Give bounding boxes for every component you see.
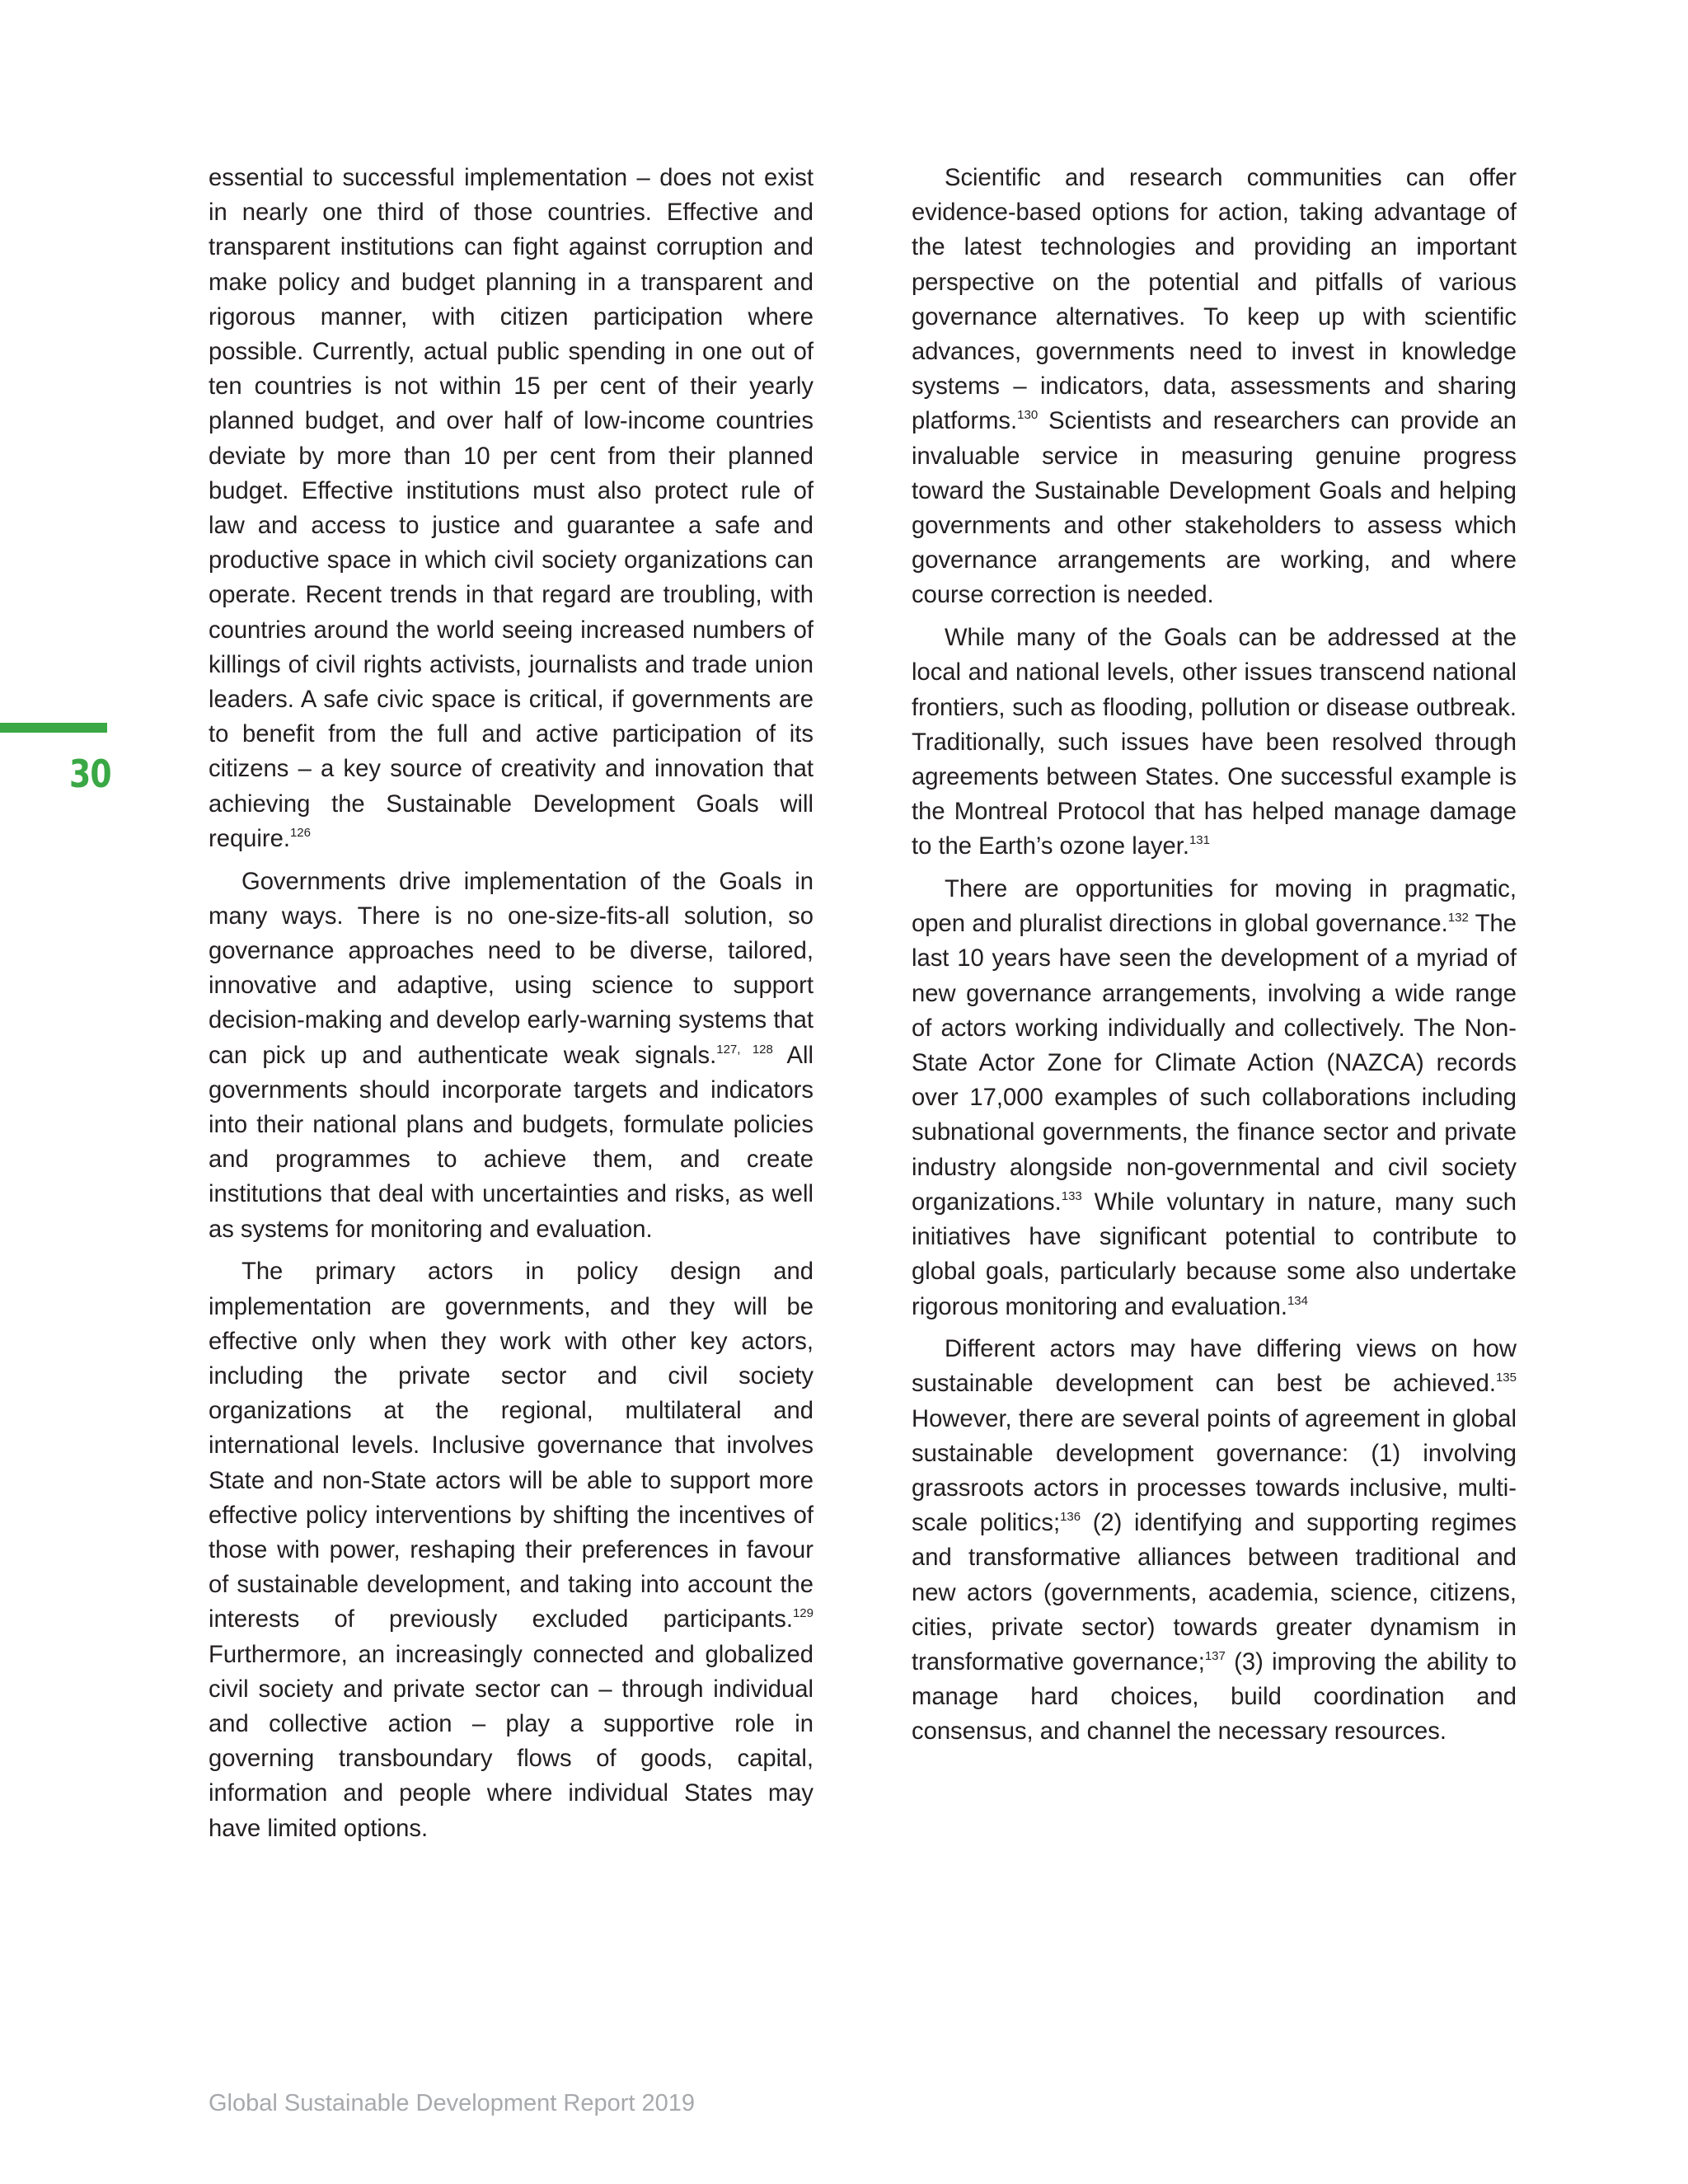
paragraph-text: The last 10 years have seen the development of a myriad of new governance arrangements, involving a wide range of actors working individually and collectively. The Non-State Actor Zone for Climate Action (NAZCA) records over 17,000 examples of such collaborations including subnational governments, the finance sector and private industry alongside non-governmental and civil society organizations. (912, 911, 1517, 1216)
page-number: 30 (69, 752, 111, 796)
paragraph (912, 161, 1517, 613)
footnote-ref[interactable]: 126 (289, 825, 311, 840)
paragraph-text: The primary actors in policy design and implementation are governments, and they will be effective only when they work with other key actors, including the private sector and civil society organizations at the regional, multilateral and international levels. Inclusive governance that involves State and non-State actors will be able to support more effective policy interventions by shifting the incentives of those with power, reshaping their preferences in favour of sustainable development, and taking into account the interests of previously excluded participants. (209, 1258, 814, 1633)
footnote-ref[interactable]: 134 (1287, 1293, 1308, 1308)
paragraph-text: There are opportunities for moving in pragmatic, open and pluralist directions in global governance. (912, 876, 1517, 938)
footer-report-title: Global Sustainable Development Report 2019 (209, 2090, 696, 2116)
paragraph-text: Scientists and researchers can provide an invaluable service in measuring genuine progress toward the Sustainable Development Goals and helping governments and other stakeholders to assess which governance arrangements are working, and where course correction is needed. (912, 408, 1517, 609)
paragraph-text: Different actors may have differing views on how sustainable development can best be achieved. (912, 1336, 1517, 1398)
footnote-ref[interactable]: 137 (1204, 1649, 1226, 1664)
footnote-ref[interactable]: 130 (1017, 408, 1039, 423)
paragraph-text: Furthermore, an increasingly connected and globalized civil society and private sector can – through individual and collective action – play a supportive role in governing transboundary flows of goods, capital, information and people where individual States may have limited options. (209, 1641, 814, 1842)
footnote-ref[interactable]: 135 (1495, 1371, 1517, 1385)
paragraph (912, 1332, 1517, 1749)
paragraph (209, 865, 814, 1247)
paragraph (912, 872, 1517, 1324)
paragraph-text: (3) improving the ability to manage hard choices, build coordination and consensus, and channel the necessary resources. (912, 1649, 1517, 1746)
paragraph-text: While voluntary in nature, many such initiatives have significant potential to contribute to global goals, particularly because some also undertake rigorous monitoring and evaluation. (912, 1188, 1517, 1320)
paragraph-text: However, there are several points of agreement in global sustainable development governance: (1) involving grassroots actors in processes towards inclusive, multi-scale politics; (912, 1405, 1517, 1537)
paragraph (209, 1254, 814, 1845)
footnote-ref[interactable]: 131 (1189, 833, 1210, 848)
paragraph-text: Governments drive implementation of the Goals in many ways. There is no one-size-fits-all solution, so governance approaches need to be diverse, tailored, innovative and adaptive, using science to support decision-making and develop early-warning systems that can pick up and authenticate weak signals. (209, 868, 814, 1069)
paragraph (209, 161, 814, 856)
paragraph-text: (2) identifying and supporting regimes and transformative alliances between traditional and new actors (governments, academia, science, citizens, cities, private sector) towards greater dynamism in transformative governance; (912, 1510, 1517, 1676)
paragraph-text: While many of the Goals can be addressed at the local and national levels, other issues transcend national frontiers, such as flooding, pollution or disease outbreak. Traditionally, such issues have been resolved through agreements between States. One successful example is the Montreal Protocol that has helped manage damage to the Earth’s ozone layer. (912, 625, 1517, 860)
page-marker-bar (0, 723, 107, 733)
footnote-ref[interactable]: 133 (1061, 1188, 1082, 1203)
footnote-ref[interactable]: 132 (1447, 911, 1469, 926)
paragraph-text: All governments should incorporate targets and indicators into their national plans and budgets, formulate policies and programmes to achieve them, and create institutions that deal with uncertainties and risks, as well as systems for monitoring and evaluation. (209, 1042, 814, 1243)
footnote-ref[interactable]: 129 (792, 1606, 814, 1621)
paragraph (912, 621, 1517, 864)
left-column (209, 161, 814, 1854)
paragraph-text: essential to successful implementation – does not exist in nearly one third of those countries. Effective and transparent institutions can fight against corruption and make policy and budget planning in a transparent and rigorous manner, with citizen participation where possible. Currently, actual public spending in one out of ten countries is not within 15 per cent of their yearly planned budget, and over half of low-income countries deviate by more than 10 per cent from their planned budget. Effective institutions must also protect rule of law and access to justice and guarantee a safe and productive space in which civil society organizations can operate. Recent trends in that regard are troubling, with countries around the world seeing increased numbers of killings of civil rights activists, journalists and trade union leaders. A safe civic space is critical, if governments are to benefit from the full and active participation of its citizens – a key source of creativity and innovation that achieving the Sustainable Development Goals will require. (209, 165, 814, 852)
right-column (912, 161, 1517, 1757)
paragraph-text: Scientific and research communities can offer evidence-based options for action, taking advantage of the latest technologies and providing an important perspective on the potential and pitfalls of various governance alternatives. To keep up with scientific advances, governments need to invest in knowledge systems – indicators, data, assessments and sharing platforms. (912, 165, 1517, 435)
footnote-ref[interactable]: 127, 128 (716, 1042, 773, 1057)
footnote-ref[interactable]: 136 (1060, 1510, 1081, 1525)
